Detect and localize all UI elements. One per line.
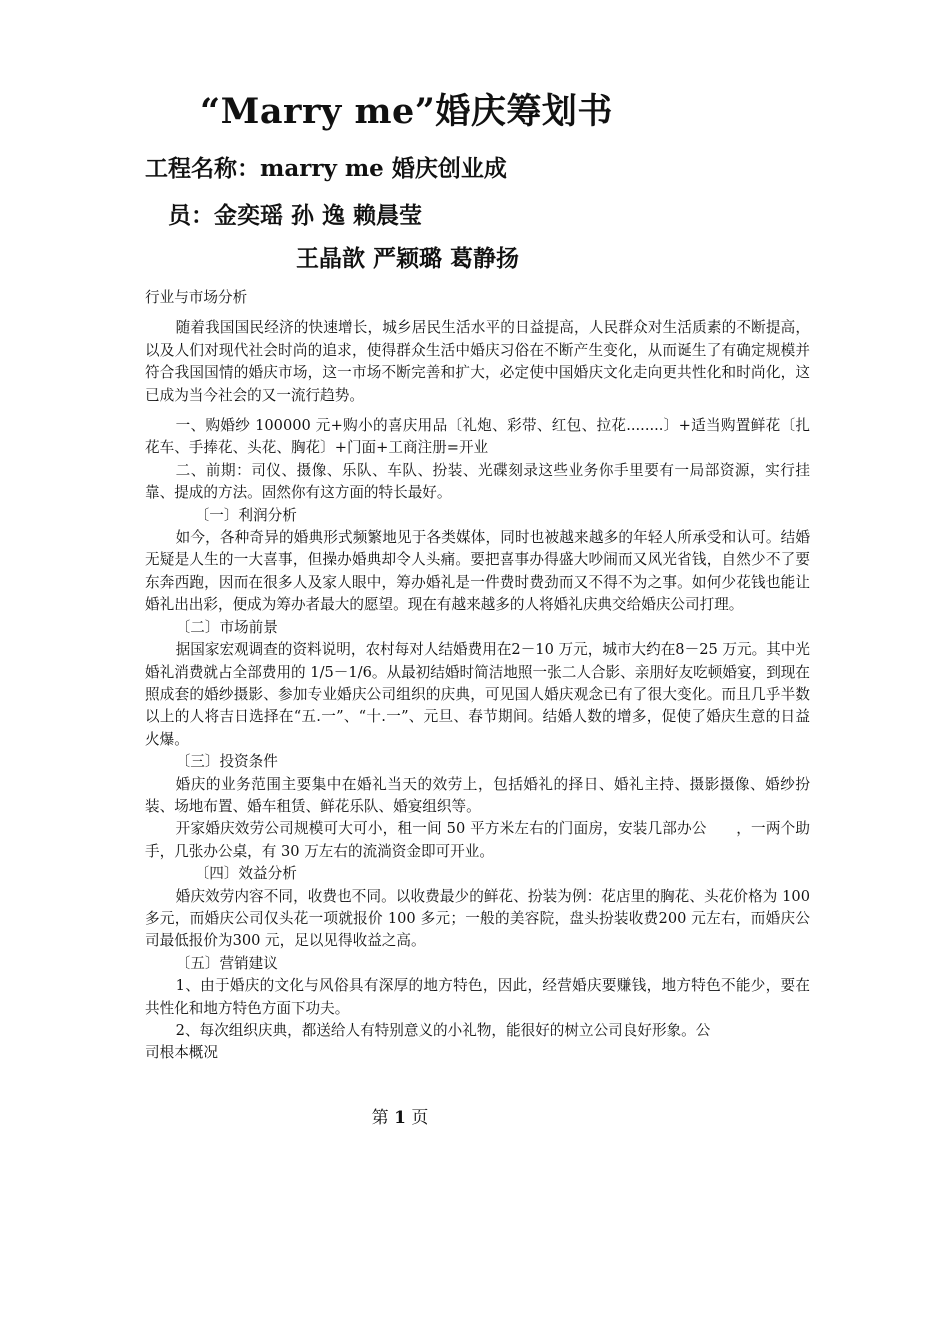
heading-profit-analysis: 〔一〕利润分析 bbox=[194, 506, 297, 524]
profit-paragraph: 如今，各种奇异的婚典形式频繁地见于各类媒体，同时也被越来越多的年轻人所承受和认可。结婚无疑是人生的一大喜事，但操办婚典却令人头痛。要把喜事办得盛大吵闹而又风光省钱，自然少不了要东奔西跑，因而在很多人及家人眼中，筹办婚礼是一件费时费劲而又不得不为之事。如何少花钱也能让婚礼出出彩，便成为筹办者最大的愿望。现在有越来越多的人将婚礼庆典交给婚庆公司打理。 bbox=[145, 529, 810, 614]
investment-paragraph-1: 婚庆的业务范围主要集中在婚礼当天的效劳上，包括婚礼的择日、婚礼主持、摄影摄像、婚纱扮装、场地布置、婚车租赁、鲜花乐队、婚宴组织等。 bbox=[145, 775, 810, 815]
document-body bbox=[145, 287, 810, 1065]
marketing-paragraph-2: 2、每次组织庆典，都送给人有特别意义的小礼物，能很好的树立公司良好形象。公 bbox=[175, 1022, 711, 1039]
project-name-line: 工程名称：marry me 婚庆创业成 bbox=[145, 155, 507, 182]
item-1-paragraph: 一、购婚纱 100000 元+购小的喜庆用品〔礼炮、彩带、红包、拉花........〕+适当购置鲜花〔扎花车、手捧花、头花、胸花〕+门面+工商注册=开业 bbox=[145, 417, 810, 457]
page-number: 1 bbox=[394, 1108, 406, 1128]
heading-investment-conditions: 〔三〕投资条件 bbox=[175, 753, 278, 771]
document-title: “Marry me”婚庆筹划书 bbox=[200, 91, 613, 132]
benefit-paragraph: 婚庆效劳内容不同，收费也不同。以收费最少的鲜花、扮装为例：花店里的胸花、头花价格为 100 多元，而婚庆公司仅头花一项就报价 100 多元；一般的美容院，盘头扮装收费200 元左右，而婚庆公司最低报价为300 元，足以见得收益之高。 bbox=[145, 887, 810, 950]
heading-marketing-suggestions: 〔五〕营销建议 bbox=[175, 954, 278, 972]
company-overview-line: 司根本概况 bbox=[145, 1044, 218, 1062]
section-heading: 行业与市场分析 bbox=[145, 289, 248, 306]
members-line-2: 王晶歆 严颖璐 葛静扬 bbox=[296, 245, 520, 272]
investment-paragraph-2: 开家婚庆效劳公司规模可大可小，租一间 50 平方米左右的门面房，安装几部办公 ，一两个助手，几张办公桌，有 30 万左右的流淌资金即可开业。 bbox=[145, 820, 810, 860]
members-line-1: 员：金奕瑶 孙 逸 赖晨莹 bbox=[168, 202, 423, 229]
page-suffix: 页 bbox=[411, 1108, 429, 1128]
heading-benefit-analysis: 〔四〕效益分析 bbox=[194, 865, 297, 883]
page-footer bbox=[0, 1103, 800, 1128]
page-prefix: 第 bbox=[371, 1108, 389, 1128]
market-paragraph: 据国家宏观调查的资料说明，农村每对人结婚费用在2－10 万元，城市大约在8－25 万元。其中光婚礼消费就占全部费用的 1/5－1/6。从最初结婚时简洁地照一张二人合影、亲朋好友吃顿婚宴，到现在照成套的婚纱摄影、参加专业婚庆公司组织的庆典，可见国人婚庆观念已有了很大变化。而且几乎半数以上的人将吉日选择在“五.一”、“十.一”、元旦、春节期间。结婚人数的增多，促使了婚庆生意的日益火爆。 bbox=[145, 641, 810, 748]
marketing-paragraph-1: 1、由于婚庆的文化与风俗具有深厚的地方特色，因此，经营婚庆要赚钱，地方特色不能少，要在共性化和地方特色方面下功夫。 bbox=[145, 977, 810, 1017]
spacer bbox=[145, 309, 810, 317]
spacer bbox=[145, 407, 810, 415]
heading-market-outlook: 〔二〕市场前景 bbox=[175, 618, 278, 636]
intro-paragraph: 随着我国国民经济的快速增长，城乡居民生活水平的日益提高，人民群众对生活质素的不断提高，以及人们对现代社会时尚的追求，使得群众生活中婚庆习俗在不断产生变化，从而诞生了有确定规模并符合我国国情的婚庆市场，这一市场不断完善和扩大，必定使中国婚庆文化走向更共性化和时尚化，这已成为当今社会的又一流行趋势。 bbox=[145, 319, 810, 404]
item-2-paragraph: 二、前期：司仪、摄像、乐队、车队、扮装、光碟刻录这些业务你手里要有一局部资源，实行挂靠、提成的方法。固然你有这方面的特长最好。 bbox=[145, 461, 810, 502]
